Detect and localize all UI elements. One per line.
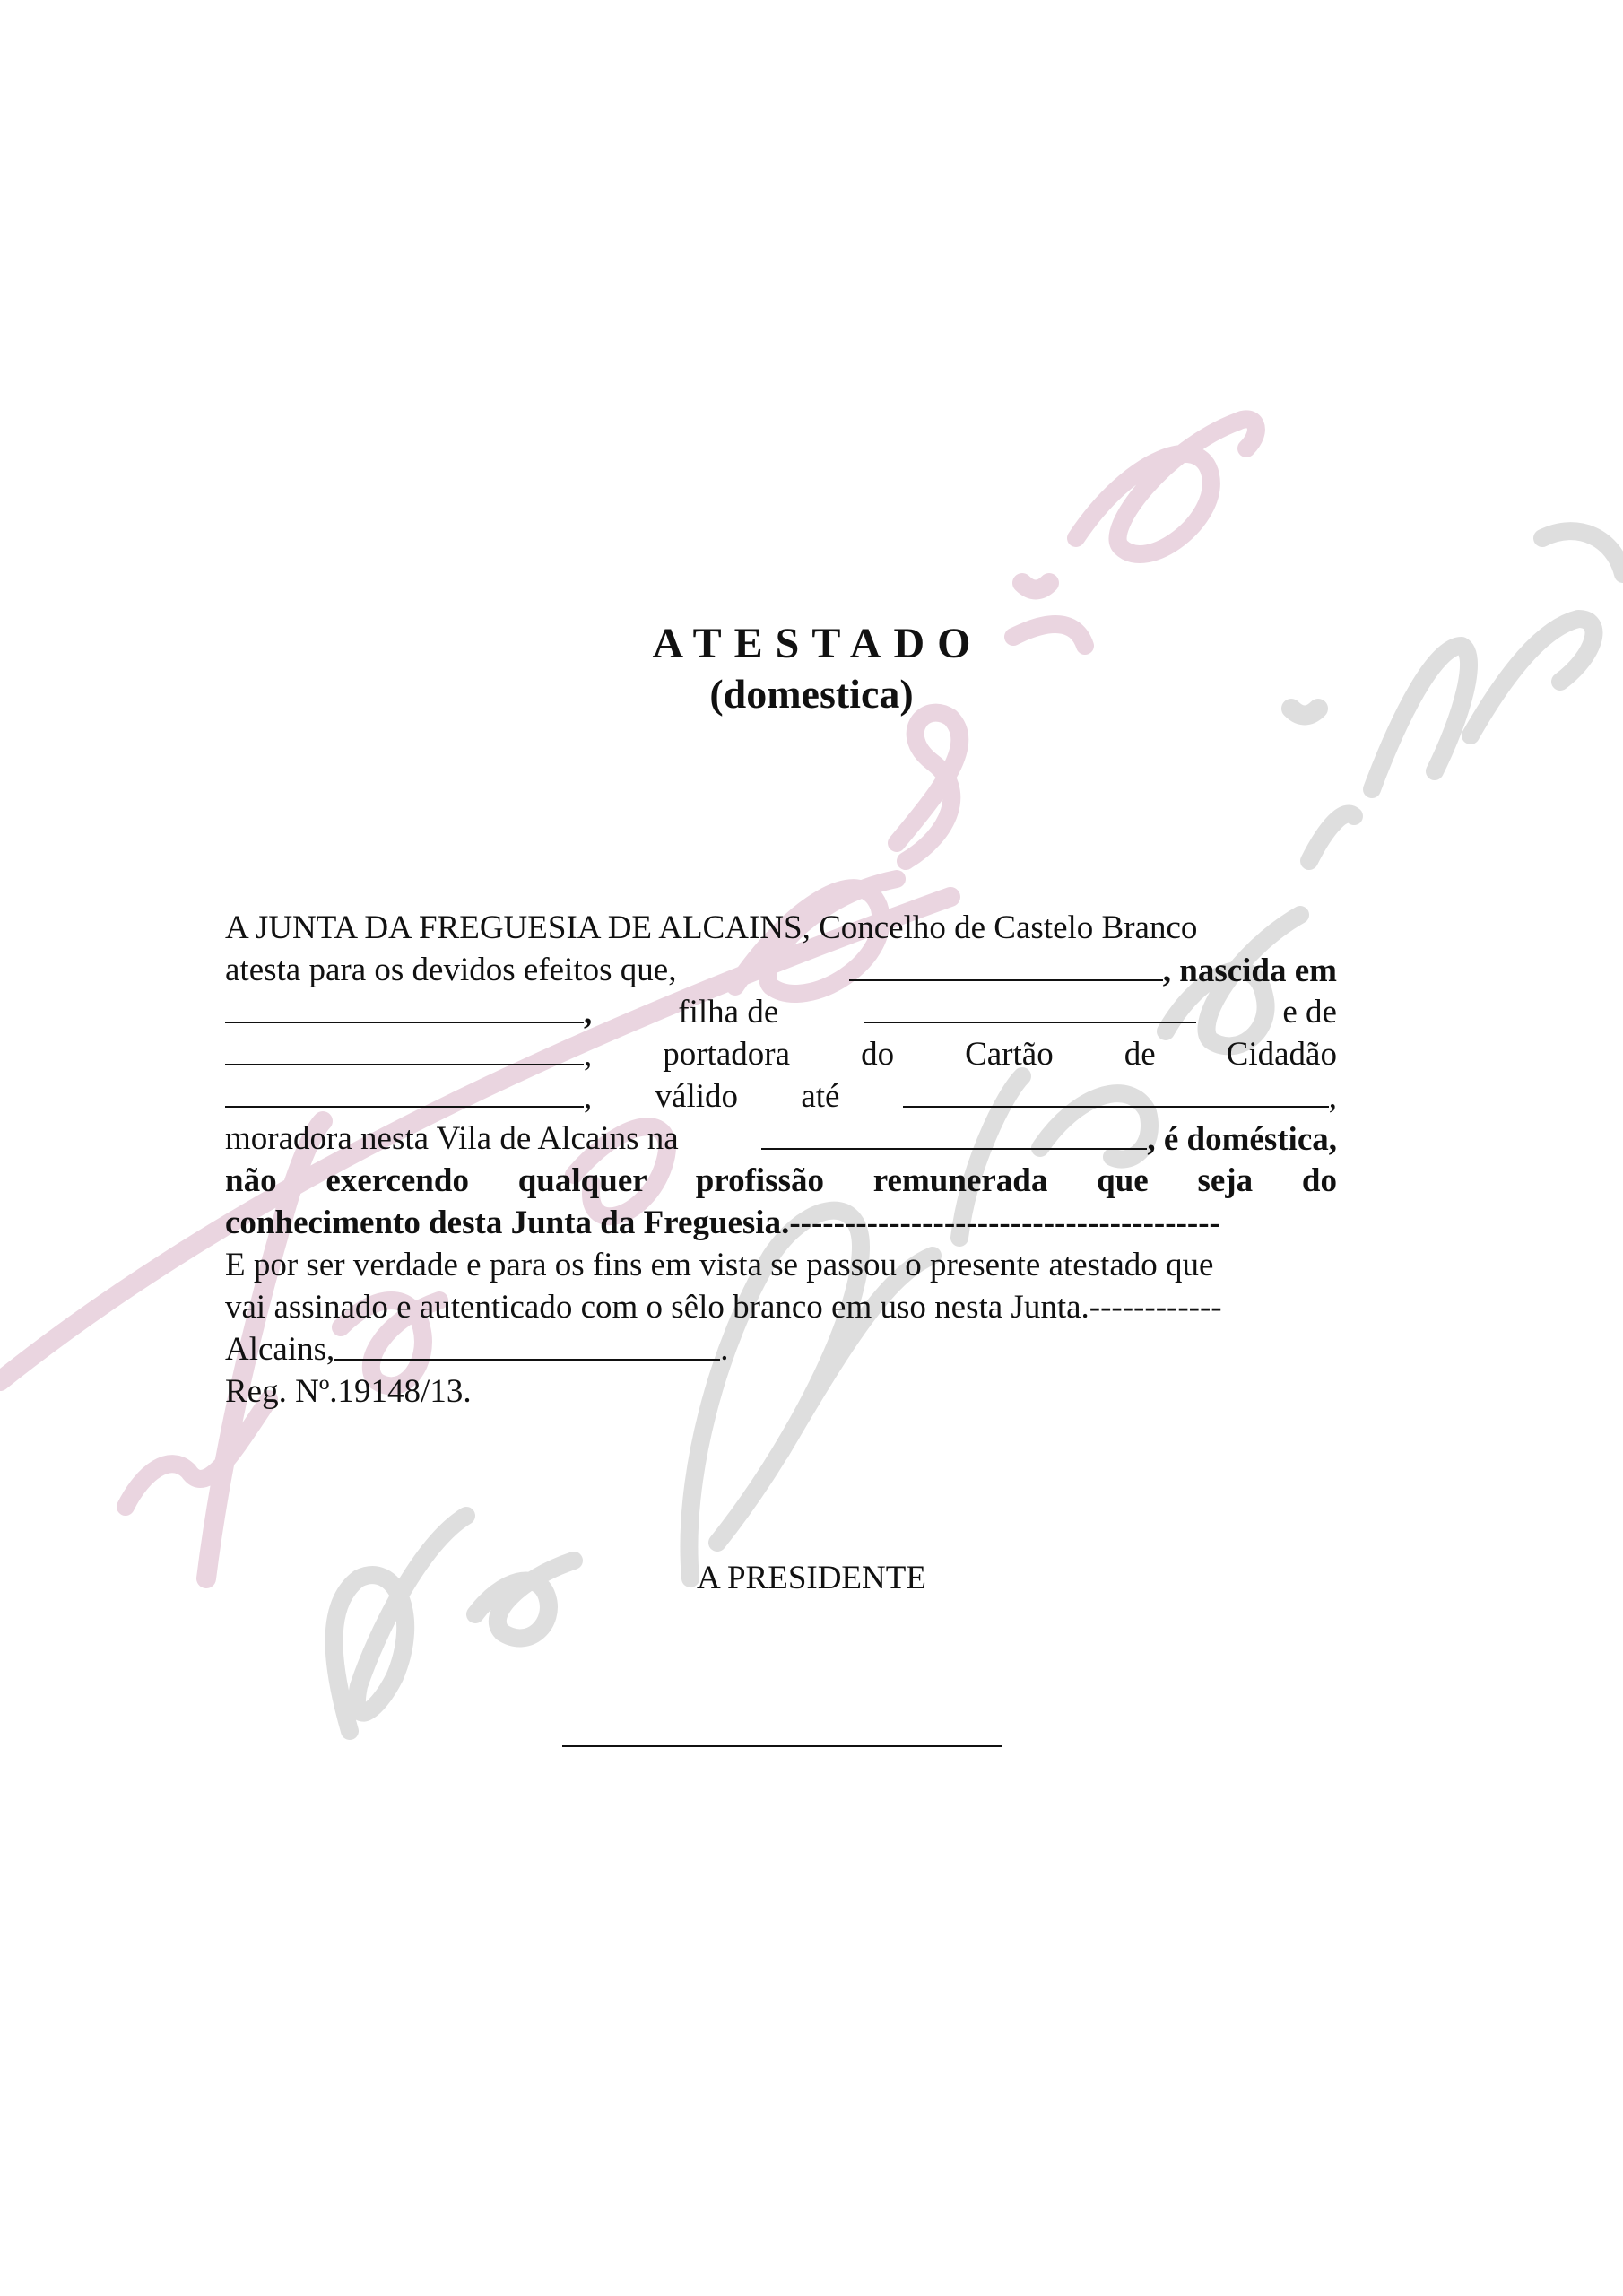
body-text: até [801, 1078, 840, 1115]
body-text: válido [655, 1078, 739, 1115]
body-text: Cartão [965, 1036, 1054, 1073]
body-text: vai assinado e autenticado com o sêlo branco em uso nesta Junta.------------ [225, 1289, 1222, 1326]
body-line-5 [225, 1075, 1337, 1118]
body-line-6 [225, 1118, 1337, 1160]
birthplace-blank-group [225, 991, 592, 1033]
body-line-1 [225, 907, 1337, 949]
body-text: , [584, 1079, 593, 1116]
document-subtitle: (domestica) [709, 671, 914, 717]
address-blank-group [761, 1118, 1337, 1160]
body-text: A JUNTA DA FREGUESIA DE ALCAINS, Concelho de Castelo Branco [225, 909, 1198, 946]
body-line-7 [225, 1160, 1337, 1202]
body-text: filha de [678, 994, 779, 1031]
body-text: e de [1282, 994, 1337, 1031]
body-text: , [584, 995, 593, 1031]
body-line-12 [225, 1370, 1337, 1413]
signature-line[interactable] [562, 1745, 1002, 1747]
body-text: , [1328, 1079, 1337, 1116]
body-text: , é doméstica, [1147, 1121, 1337, 1158]
body-line-11 [225, 1328, 1337, 1370]
body-line-10 [225, 1286, 1337, 1328]
body-text: não exercendo qualquer profissão remunerada que seja do [225, 1162, 1337, 1199]
validity-blank-group [903, 1075, 1337, 1118]
body-text: moradora nesta Vila de Alcains na [225, 1120, 679, 1157]
name-blank[interactable] [849, 949, 1163, 981]
id-card-blank-group [225, 1075, 592, 1118]
date-blank[interactable] [334, 1328, 720, 1361]
title-block [0, 619, 1623, 719]
mother-blank[interactable] [225, 1033, 584, 1065]
body-text: conhecimento desta Junta da Freguesia.--------------------------------------- [225, 1205, 1220, 1241]
birthplace-blank[interactable] [225, 991, 584, 1023]
body-text: atesta para os devidos efeitos que, [225, 952, 677, 988]
body-line-8 [225, 1202, 1337, 1244]
signature-title: A PRESIDENTE [697, 1560, 926, 1596]
body-text: Alcains, [225, 1331, 335, 1368]
body-text: E por ser verdade e para os fins em vista se passou o presente atestado que [225, 1247, 1214, 1283]
body-line-9 [225, 1244, 1337, 1286]
body-text: portadora [663, 1036, 791, 1073]
address-blank[interactable] [761, 1118, 1147, 1150]
body-line-4 [225, 1033, 1337, 1075]
body-text: do [861, 1036, 895, 1073]
name-blank-group [849, 949, 1337, 991]
body-text: , [584, 1037, 593, 1074]
body-text: Cidadão [1226, 1036, 1337, 1073]
validity-blank[interactable] [903, 1075, 1329, 1108]
document-title: ATESTADO [652, 620, 984, 667]
body-text: . [720, 1331, 729, 1368]
id-card-blank[interactable] [225, 1075, 584, 1108]
body-line-2 [225, 949, 1337, 991]
registration-number: Reg. Nº.19148/13. [225, 1373, 472, 1410]
body-line-3 [225, 991, 1337, 1033]
mother-blank-group [225, 1033, 592, 1075]
attestation-body [225, 907, 1337, 1413]
father-blank[interactable] [864, 991, 1196, 1023]
body-text: de [1124, 1036, 1156, 1073]
body-text: , nascida em [1162, 952, 1337, 989]
